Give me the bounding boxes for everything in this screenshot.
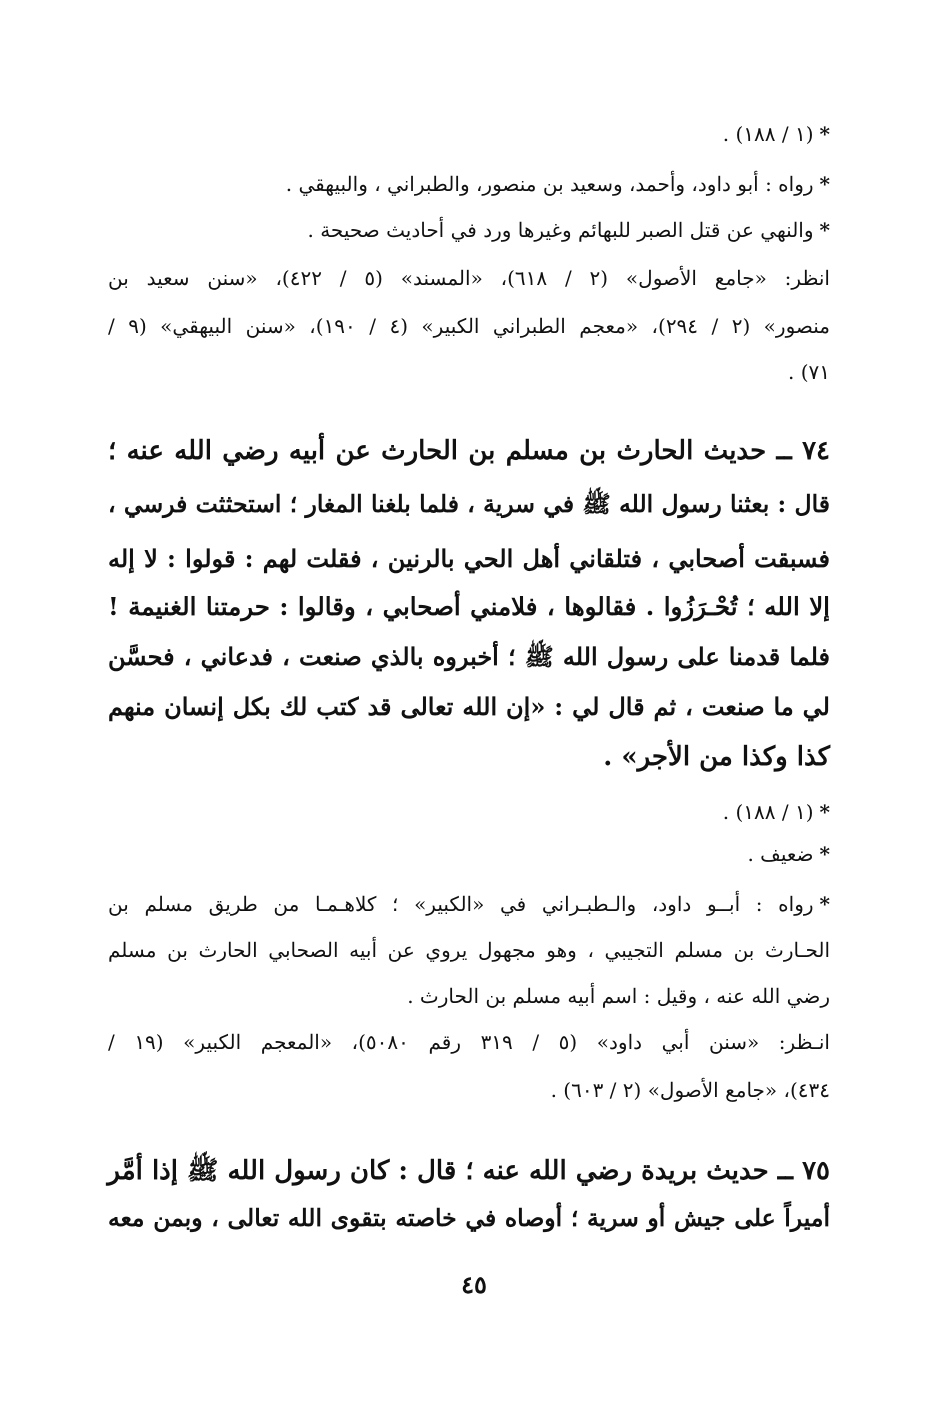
footnote-reference: *(١ / ١٨٨) . xyxy=(722,800,830,824)
hadith-74-line: فلما قدمنا على رسول الله ﷺ ؛ أخبروه بالذي صنعت ، فدعاني ، فحسَّن xyxy=(108,642,830,671)
hadith-74-line: فسبقت أصحابي ، فتلقاني أهل الحي بالرنين ، فقلت لهم : قولوا : لا إله xyxy=(108,544,830,573)
footnote-see-line: منصور» (٢ / ٢٩٤)، «معجم الطبراني الكبير» (٤ / ١٩٠)، «سنن البيهقي» (٩ / xyxy=(108,314,831,338)
footnote-see-line: ٧١) . xyxy=(787,360,830,384)
asterisk-icon: * xyxy=(819,122,830,146)
footnote-narrators: *رواه : أبــو داود، والـطبـراني في «الكبير» ؛ كلاهـمـا من طريق مسلم بن xyxy=(108,892,830,916)
hadith-74-line: لي ما صنعت ، ثم قال لي : «إن الله تعالى قد كتب لك بكل إنسان منهم xyxy=(108,692,830,721)
footnote-reference: *(١ / ١٨٨) . xyxy=(722,122,830,146)
hadith-74-line: قال : بعثنا رسول الله ﷺ في سرية ، فلما بلغنا المغار ؛ استحثثت فرسي ، xyxy=(108,490,830,518)
footnote-narrators-line: رضي الله عنه ، وقيل : اسم أبيه مسلم بن الحارث . xyxy=(407,984,830,1008)
asterisk-icon: * xyxy=(819,218,830,242)
footnote-see-line: انـظر: «سنن أبي داود» (٥ / ٣١٩ رقم ٥٠٨٠)، «المعجم الكبير» (١٩ / xyxy=(108,1030,830,1054)
hadith-74-line: ٧٤ ــ حديث الحارث بن مسلم بن الحارث عن أبيه رضي الله عنه ؛ xyxy=(108,436,830,466)
footnote-narrators: *رواه : أبو داود، وأحمد، وسعيد بن منصور، والطبراني ، والبيهقي . xyxy=(285,172,830,196)
hadith-74-line: إلا الله ؛ تُحْـرَزُوا . فقالوها ، فلامني أصحابي ، وقالوا : حرمتنا الغنيمة ! xyxy=(108,592,830,621)
footnote-narrators-line: الحـارث بن مسلم التجيبي ، وهو مجهول يروي عن أبيه الصحابي الحارث بن مسلم xyxy=(108,938,830,962)
asterisk-icon: * xyxy=(819,892,830,916)
hadith-75-line: أميراً على جيش أو سرية ؛ أوصاه في خاصته بتقوى الله تعالى ، وبمن معه xyxy=(108,1204,830,1232)
hadith-75-line: ٧٥ ــ حديث بريدة رضي الله عنه ؛ قال : كان رسول الله ﷺ إذا أمَّر xyxy=(107,1156,830,1186)
footnote-see-line: انظر: «جامع الأصول» (٢ / ٦١٨)، «المسند» (٥ / ٤٢٢)، «سنن سعيد بن xyxy=(108,266,830,290)
footnote-see-line: ٤٣٤)، «جامع الأصول» (٢ / ٦٠٣) . xyxy=(550,1078,830,1102)
asterisk-icon: * xyxy=(819,800,830,824)
footnote-grade: *ضعيف . xyxy=(747,842,830,866)
page-number: ٤٥ xyxy=(461,1270,487,1299)
asterisk-icon: * xyxy=(819,172,830,196)
asterisk-icon: * xyxy=(819,842,830,866)
hadith-74-line: كذا وكذا من الأجر» . xyxy=(603,742,830,772)
footnote-prohibition: *والنهي عن قتل الصبر للبهائم وغيرها ورد في أحاديث صحيحة . xyxy=(307,218,830,242)
